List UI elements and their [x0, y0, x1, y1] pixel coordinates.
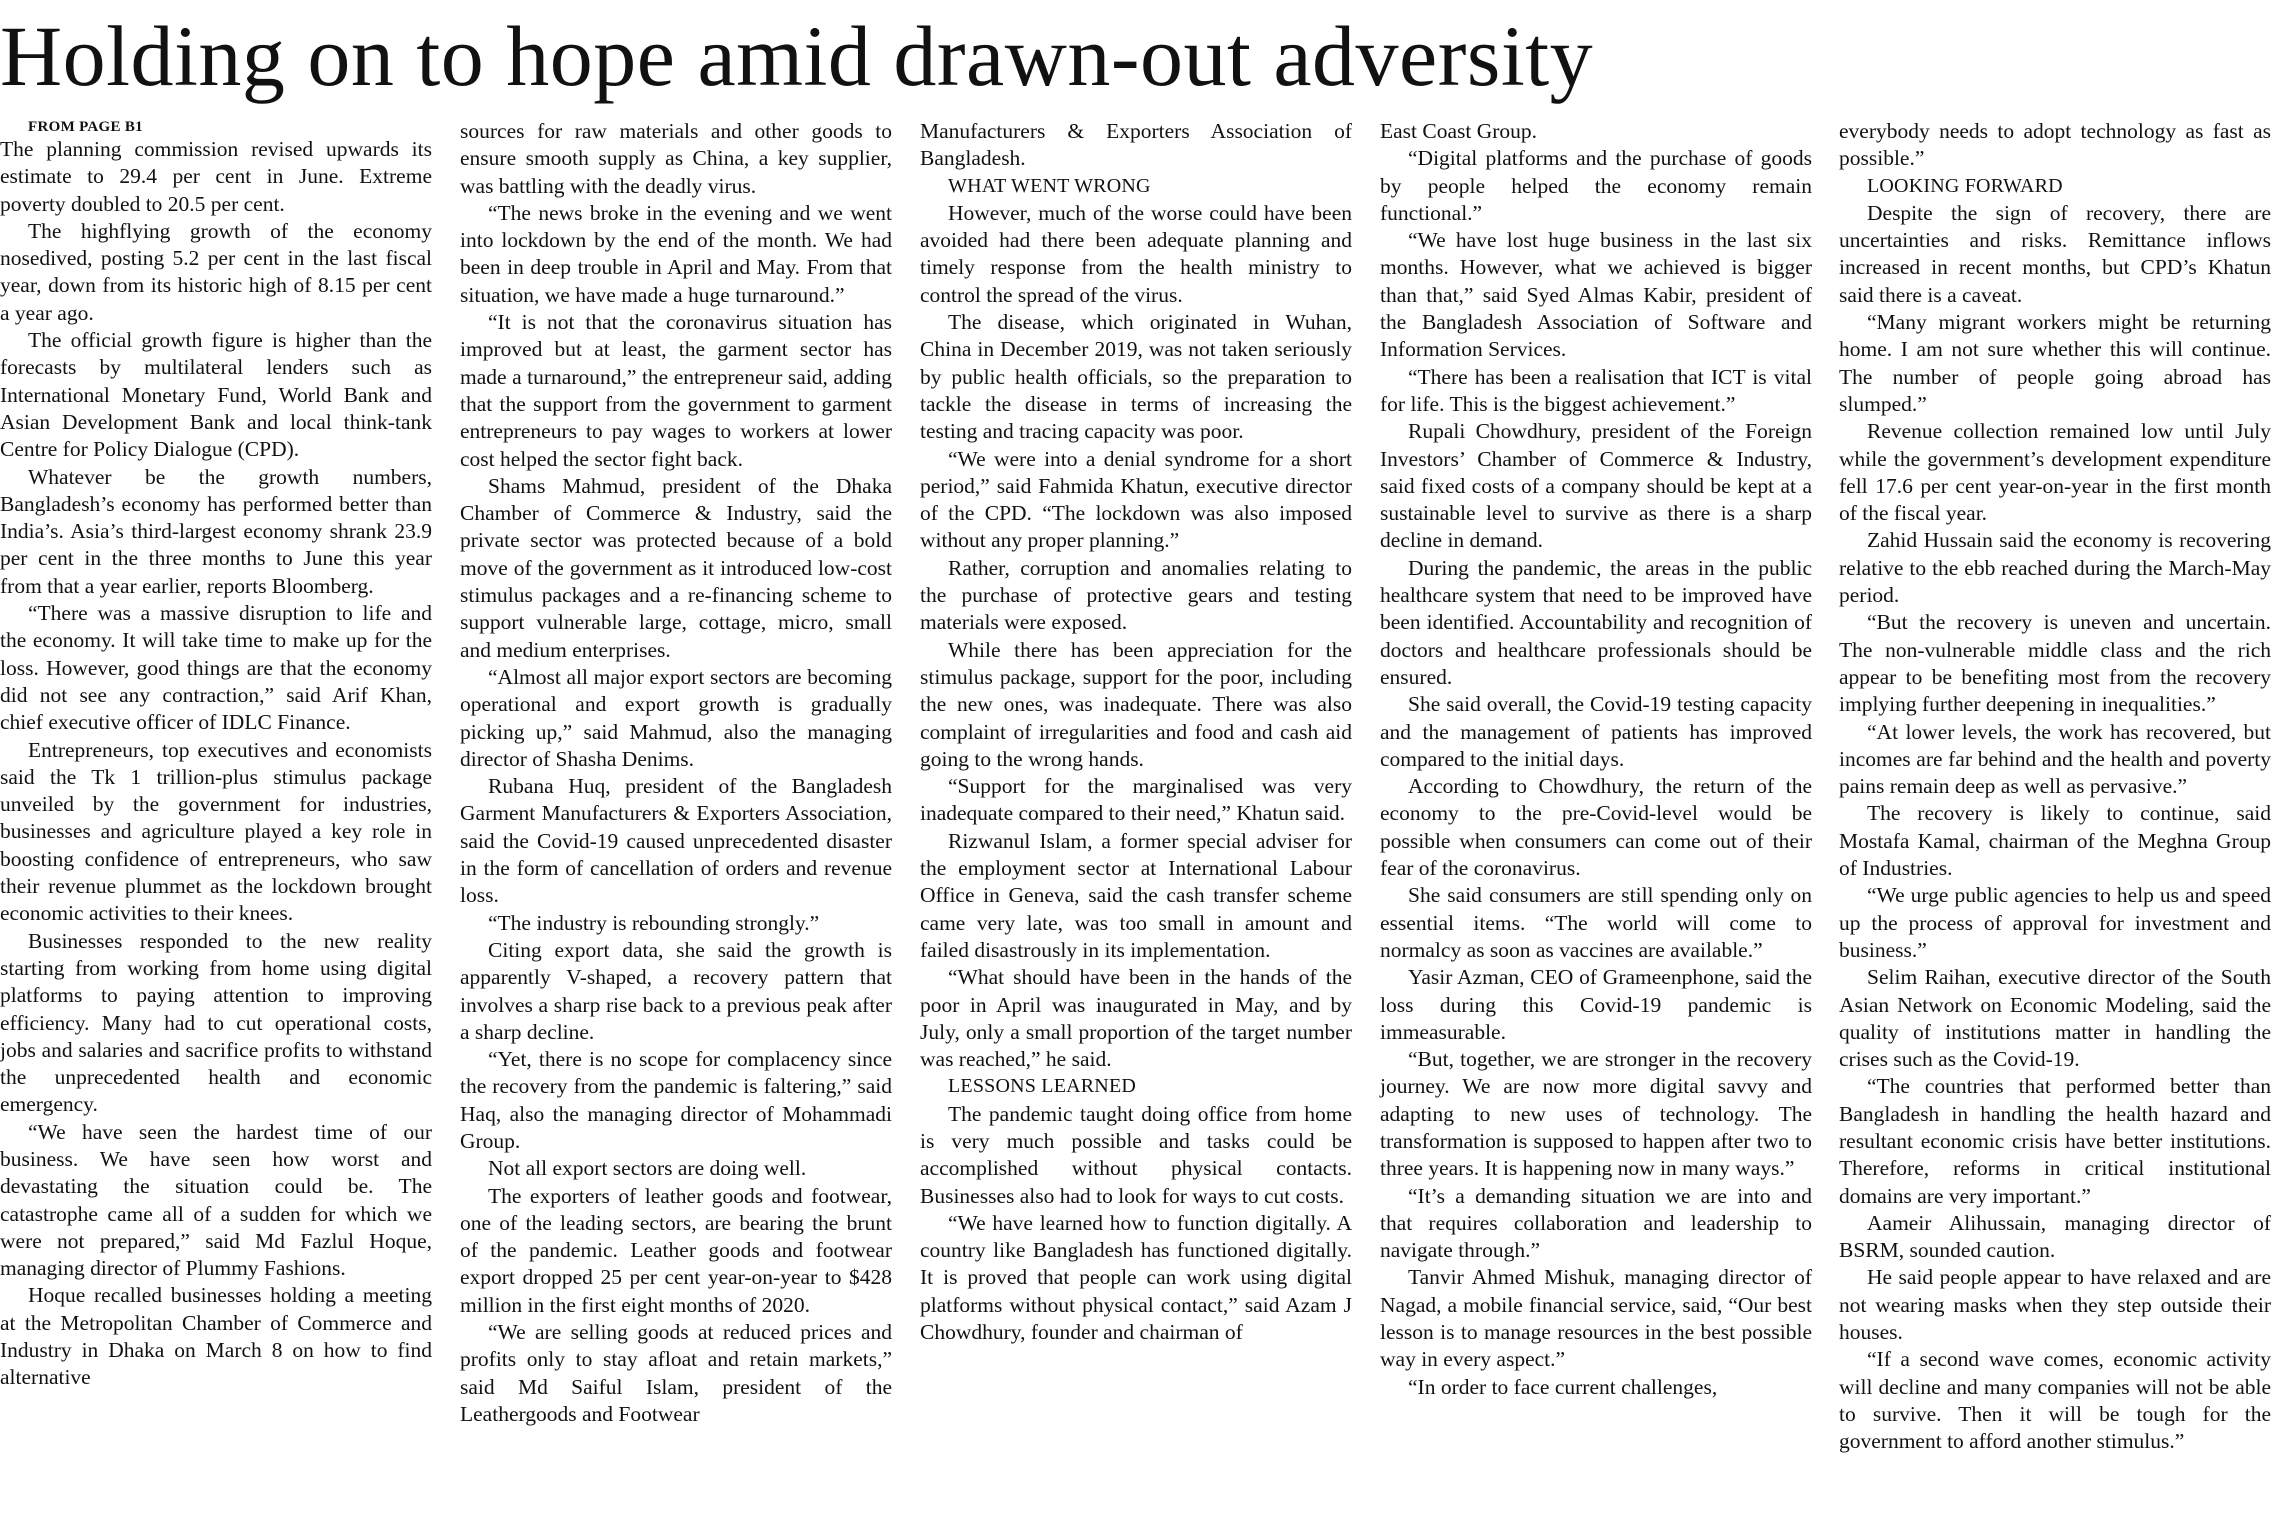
- column-3: [920, 118, 1352, 1346]
- article-paragraph: The highflying growth of the economy nosedived, posting 5.2 per cent in the last fiscal year, down from its historic high of 8.15 per cent a year ago.: [0, 218, 432, 325]
- article-paragraph: “What should have been in the hands of the poor in April was inaugurated in May, and by July, only a small proportion of the target number was reached,” he said.: [920, 965, 1352, 1072]
- article-paragraph: “The countries that performed better than Bangladesh in handling the health hazard and resultant economic crisis have better institutions. Therefore, reforms in critical institutional domains are very important.”: [1839, 1074, 2271, 1208]
- article-paragraph: “Support for the marginalised was very inadequate compared to their need,” Khatun said.: [920, 774, 1352, 826]
- article-paragraph: “There has been a realisation that ICT is vital for life. This is the biggest achievement.”: [1380, 364, 1812, 416]
- article-paragraph: “In order to face current challenges,: [1408, 1374, 1718, 1399]
- article-paragraph: Aameir Alihussain, managing director of BSRM, sounded caution.: [1839, 1210, 2271, 1263]
- article-paragraph: She said consumers are still spending only on essential items. “The world will come to normalcy as soon as vaccines are available.”: [1380, 883, 1812, 962]
- article-paragraph: Rubana Huq, president of the Bangladesh Garment Manufacturers & Exporters Association, said the Covid-19 caused unprecedented disaster in the form of cancellation of orders and revenue loss.: [460, 774, 892, 908]
- article-paragraph: “The news broke in the evening and we went into lockdown by the end of the month. We had been in deep trouble in April and May. From that situation, we have made a huge turnaround.”: [460, 200, 892, 307]
- paragraph-group: [920, 1101, 1352, 1347]
- article-paragraph: everybody needs to adopt technology as fast as possible.”: [1839, 119, 2271, 171]
- article-paragraph: “We were into a denial syndrome for a short period,” said Fahmida Khatun, executive director of the CPD. “The lockdown was also imposed without any proper planning.”: [920, 446, 1352, 553]
- article-paragraph: Tanvir Ahmed Mishuk, managing director of Nagad, a mobile financial service, said, “Our best lesson is to manage resources in the best possible way in every aspect.”: [1380, 1265, 1812, 1372]
- article-paragraph: According to Chowdhury, the return of the economy to the pre-Covid-level would be possible when consumers can come out of their fear of the coronavirus.: [1380, 774, 1812, 881]
- article-paragraph: sources for raw materials and other goods to ensure smooth supply as China, a key supplier, was battling with the deadly virus.: [460, 119, 892, 198]
- article-paragraph: Despite the sign of recovery, there are uncertainties and risks. Remittance inflows increased in recent months, but CPD’s Khatun said there is a caveat.: [1839, 200, 2271, 307]
- article-paragraph: “But the recovery is uneven and uncertain. The non-vulnerable middle class and the rich appear to be benefiting most from the recovery implying further deepening in inequalities.”: [1839, 610, 2271, 717]
- article-paragraph: She said overall, the Covid-19 testing capacity and the management of patients has improved compared to the initial days.: [1380, 692, 1812, 771]
- article-paragraph: Manufacturers & Exporters Association of Bangladesh.: [920, 119, 1352, 171]
- paragraph-group: [460, 118, 892, 1428]
- kicker: FROM PAGE B1: [28, 119, 143, 135]
- article-paragraph: “There was a massive disruption to life and the economy. It will take time to make up for the loss. However, good things are that the economy did not see any contraction,” said Arif Khan, chief executive officer of IDLC Finance.: [0, 601, 432, 735]
- paragraph-group: [0, 136, 432, 1392]
- article-paragraph: Rupali Chowdhury, president of the Foreign Investors’ Chamber of Commerce & Industry, said fixed costs of a company should be kept at a sustainable level to survive as there is a sharp decline in demand.: [1380, 419, 1812, 553]
- column-1: [0, 118, 432, 1392]
- article-paragraph: Rizwanul Islam, a former special adviser for the employment sector at International Labour Office in Geneva, said the cash transfer scheme came very late, was too small in amount and failed disastrously in its implementation.: [920, 828, 1352, 962]
- article-paragraph: “The industry is rebounding strongly.”: [488, 910, 820, 935]
- article-paragraph: “Yet, there is no scope for complacency since the recovery from the pandemic is faltering,” said Haq, also the managing director of Mohammadi Group.: [460, 1047, 892, 1153]
- article-paragraph: “We are selling goods at reduced prices and profits only to stay afloat and retain markets,” said Md Saiful Islam, president of the Leathergoods and Footwear: [460, 1320, 892, 1426]
- article-paragraph: “It’s a demanding situation we are into and that requires collaboration and leadership to navigate through.”: [1380, 1183, 1812, 1263]
- column-2: [460, 118, 892, 1428]
- article-paragraph: “We have seen the hardest time of our business. We have seen how worst and devastating the situation could be. The catastrophe came all of a sudden for which we were not prepared,” said Md Fazlul Hoque, managing director of Plummy Fashions.: [0, 1119, 432, 1281]
- article-paragraph: Not all export sectors are doing well.: [488, 1156, 807, 1181]
- article-paragraph: “We urge public agencies to help us and speed up the process of approval for investment and business.”: [1839, 883, 2271, 962]
- subhead-lessons-learned: LESSONS LEARNED: [948, 1075, 1137, 1098]
- article-paragraph: East Coast Group.: [1380, 119, 1538, 143]
- paragraph-group: [920, 118, 1352, 173]
- article-paragraph: “Almost all major export sectors are becoming operational and export growth is gradually picking up,” said Mahmud, also the managing director of Shasha Denims.: [460, 664, 892, 771]
- article-paragraph: Businesses responded to the new reality starting from working from home using digital platforms to paying attention to improving efficiency. Many had to cut operational costs, jobs and salaries and sacrifice profits to withstand the unprecedented health and economic emergency.: [0, 928, 432, 1117]
- article-paragraph: The official growth figure is higher than the forecasts by multilateral lenders such as International Monetary Fund, World Bank and Asian Development Bank and local think-tank Centre for Policy Dialogue (CPD).: [0, 328, 432, 462]
- article-paragraph: Rather, corruption and anomalies relating to the purchase of protective gears and testing materials were exposed.: [920, 555, 1352, 635]
- article-paragraph: “If a second wave comes, economic activity will decline and many companies will not be able to survive. Then it will be tough for the government to afford another stimulus.”: [1839, 1347, 2271, 1454]
- article-paragraph: Zahid Hussain said the economy is recovering relative to the ebb reached during the March-May period.: [1839, 528, 2271, 608]
- article-paragraph: The pandemic taught doing office from home is very much possible and tasks could be accomplished without physical contacts. Businesses also had to look for ways to cut costs.: [920, 1101, 1352, 1208]
- article-paragraph: “We have learned how to function digitally. A country like Bangladesh has functioned digitally. It is proved that people can work using digital platforms without physical contact,” said Azam J Chowdhury, founder and chairman of: [920, 1210, 1352, 1345]
- paragraph-group: [920, 200, 1352, 1074]
- article-paragraph: The disease, which originated in Wuhan, China in December 2019, was not taken seriously by public health officials, so the preparation to tackle the disease in terms of increasing the testing and tracing capacity was poor.: [920, 310, 1352, 444]
- article-paragraph: However, much of the worse could have been avoided had there been adequate planning and timely response from the health ministry to control the spread of the virus.: [920, 200, 1352, 307]
- article-paragraph: Hoque recalled businesses holding a meeting at the Metropolitan Chamber of Commerce and Industry in Dhaka on March 8 on how to find alternative: [0, 1283, 432, 1390]
- paragraph-group: [1839, 118, 2271, 173]
- article-paragraph: Entrepreneurs, top executives and economists said the Tk 1 trillion-plus stimulus package unveiled by the government for industries, businesses and agriculture played a key role in boosting confidence of entrepreneurs, who saw their revenue plummet as the lockdown brought economic activities to their knees.: [0, 737, 432, 926]
- subhead-what-went-wrong: WHAT WENT WRONG: [948, 174, 1151, 197]
- article-paragraph: Whatever be the growth numbers, Bangladesh’s economy has performed better than India’s. Asia’s third-largest economy shrank 23.9 per cent in the three months to June this year from that a year earlier, reports Bloomberg.: [0, 464, 432, 598]
- article-paragraph: The exporters of leather goods and footwear, one of the leading sectors, are bearing the brunt of the pandemic. Leather goods and footwear export dropped 25 per cent year-on-year to $428 million in the first eight months of 2020.: [460, 1183, 892, 1317]
- article-paragraph: Revenue collection remained low until July while the government’s development expenditure fell 17.6 per cent year-on-year in the first month of the fiscal year.: [1839, 419, 2271, 526]
- article-paragraph: While there has been appreciation for the stimulus package, support for the poor, including the new ones, was inadequate. There was also complaint of irregularities and food and cash aid going to the wrong hands.: [920, 637, 1352, 771]
- paragraph-group: [1380, 118, 1812, 1401]
- article-paragraph: Citing export data, she said the growth is apparently V-shaped, a recovery pattern that involves a sharp rise back to a previous peak after a sharp decline.: [460, 937, 892, 1044]
- subhead-looking-forward: LOOKING FORWARD: [1867, 174, 2063, 197]
- article-paragraph: “But, together, we are stronger in the recovery journey. We are now more digital savvy and adapting to new uses of technology. The transformation is supposed to happen after two to three years. It is happening now in many ways.”: [1380, 1047, 1812, 1181]
- column-4: [1380, 118, 1812, 1401]
- article-paragraph: “At lower levels, the work has recovered, but incomes are far behind and the health and poverty pains remain deep as well as pervasive.”: [1839, 719, 2271, 799]
- headline: Holding on to hope amid drawn-out adversity: [0, 8, 1594, 104]
- article-paragraph: “We have lost huge business in the last six months. However, what we achieved is bigger than that,” said Syed Almas Kabir, president of the Bangladesh Association of Software and Information Services.: [1380, 228, 1812, 362]
- article-paragraph: “It is not that the coronavirus situation has improved but at least, the garment sector has made a turnaround,” the entrepreneur said, adding that the support from the government to garment entrepreneurs to pay wages to workers at lower cost helped the sector fight back.: [460, 310, 892, 471]
- article-paragraph: The planning commission revised upwards its estimate to 29.4 per cent in June. Extreme poverty doubled to 20.5 per cent.: [0, 137, 432, 216]
- column-5: [1839, 118, 2271, 1456]
- article-paragraph: Yasir Azman, CEO of Grameenphone, said the loss during this Covid-19 pandemic is immeasurable.: [1380, 965, 1812, 1044]
- paragraph-group: [1839, 200, 2271, 1456]
- article-paragraph: During the pandemic, the areas in the public healthcare system that need to be improved have been identified. Accountability and recognition of doctors and healthcare professionals should be ensured.: [1380, 555, 1812, 689]
- article-paragraph: “Digital platforms and the purchase of goods by people helped the economy remain functional.”: [1380, 146, 1812, 225]
- article-paragraph: Shams Mahmud, president of the Dhaka Chamber of Commerce & Industry, said the private sector was protected because of a bold move of the government as it introduced low-cost stimulus packages and a re-financing scheme to support vulnerable large, cottage, micro, small and medium enterprises.: [460, 473, 892, 662]
- article-paragraph: “Many migrant workers might be returning home. I am not sure whether this will continue. The number of people going abroad has slumped.”: [1839, 310, 2271, 416]
- article-paragraph: He said people appear to have relaxed and are not wearing masks when they step outside their houses.: [1839, 1265, 2271, 1345]
- article-paragraph: The recovery is likely to continue, said Mostafa Kamal, chairman of the Meghna Group of Industries.: [1839, 801, 2271, 881]
- article-paragraph: Selim Raihan, executive director of the South Asian Network on Economic Modeling, said the quality of institutions matter in handling the crises such as the Covid-19.: [1839, 965, 2271, 1072]
